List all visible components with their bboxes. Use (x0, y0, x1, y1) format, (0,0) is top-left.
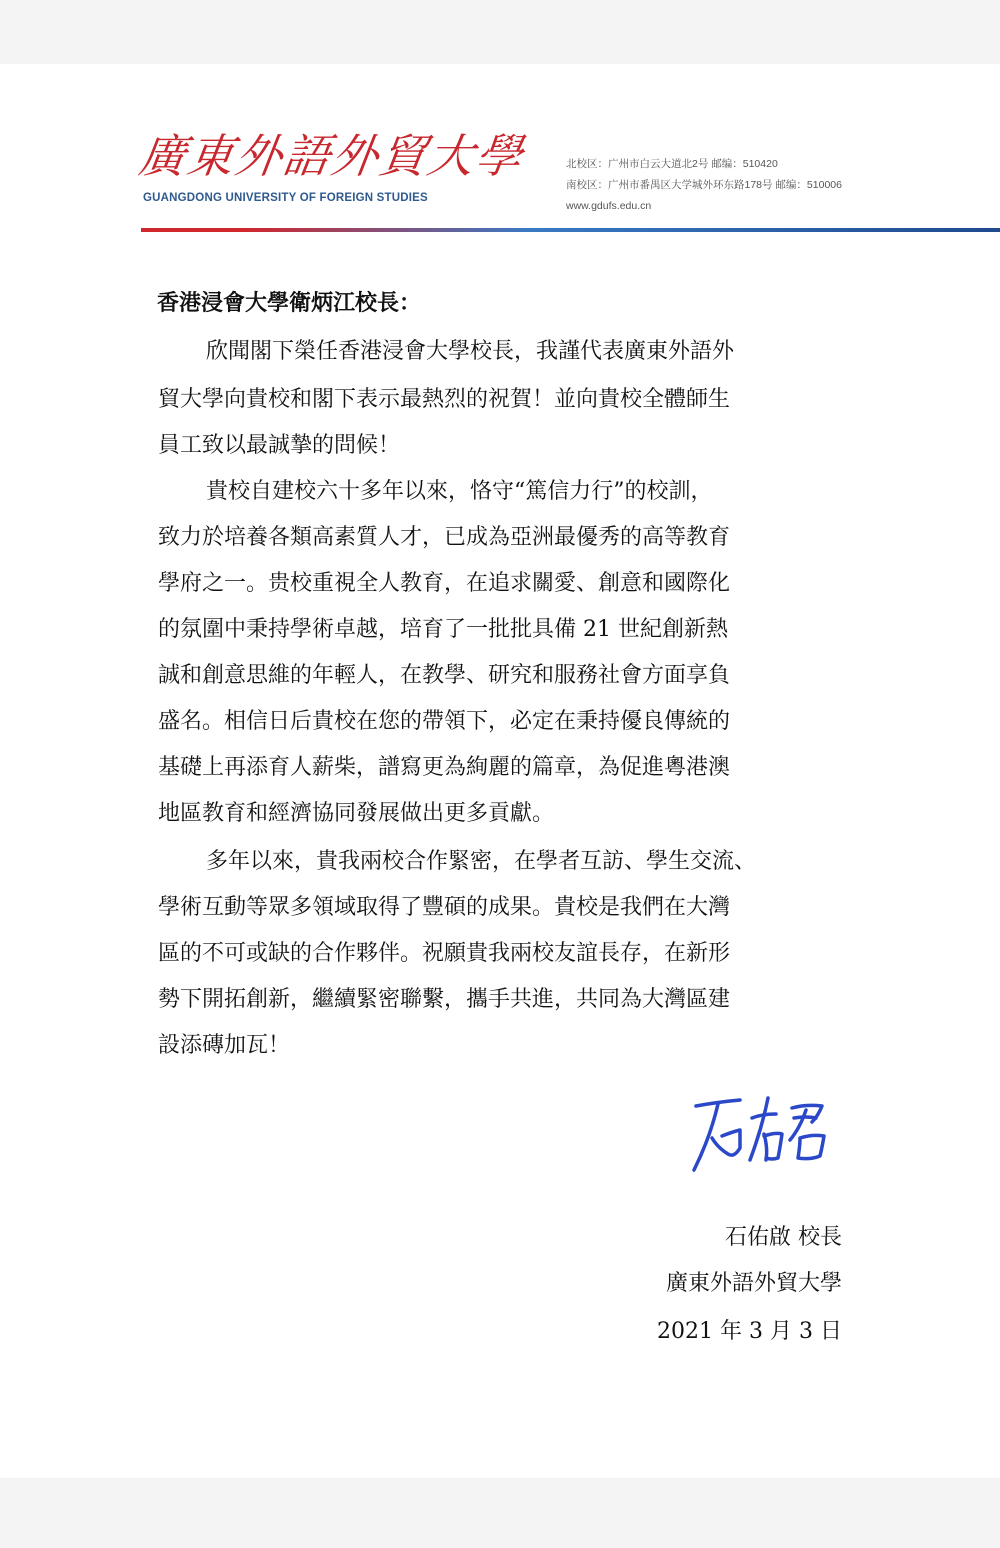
letter-line: 貿大學向貴校和閣下表示最熱烈的祝賀！並向貴校全體師生 (158, 387, 731, 412)
letter-line: 基礎上再添育人薪柴，譜寫更為絢麗的篇章，為促進粵港澳 (158, 755, 731, 780)
letter-line: 設添磚加瓦！ (158, 1033, 291, 1058)
letter-line: 欣聞閣下榮任香港浸會大學校長，我謹代表廣東外語外 (206, 339, 735, 364)
letter-line: 貴校自建校六十多年以來，恪守“篤信力行”的校訓， (206, 479, 713, 504)
university-logo-english: GUANGDONG UNIVERSITY OF FOREIGN STUDIES (143, 192, 428, 204)
letter-line: 多年以來，貴我兩校合作緊密，在學者互訪、學生交流、 (206, 849, 757, 874)
letter-line: 誠和創意思維的年輕人，在教學、研究和服務社會方面享負 (158, 663, 731, 688)
letter-line: 員工致以最誠摯的問候！ (158, 433, 401, 458)
letter-line: 學府之一。贵校重視全人教育，在追求關愛、創意和國際化 (158, 571, 731, 596)
handwritten-signature (688, 1088, 838, 1178)
letterhead-divider (141, 228, 1000, 232)
letter-line: 學術互動等眾多領域取得了豐碩的成果。貴校是我們在大灣 (158, 895, 731, 920)
address-south-campus: 南校区：广州市番禺区大学城外环东路178号 邮编：510006 (566, 179, 842, 191)
letter-line: 地區教育和經濟協同發展做出更多貢獻。 (158, 801, 555, 826)
university-logo-chinese: 廣東外語外貿大學 (135, 129, 528, 183)
website-address: www.gdufs.edu.cn (566, 200, 652, 212)
letter-line: 勢下開拓創新，繼續緊密聯繫，攜手共進，共同為大灣區建 (158, 987, 731, 1012)
letter-line: 致力於培養各類高素質人才，已成為亞洲最優秀的高等教育 (158, 525, 731, 550)
letterhead-address (566, 154, 842, 217)
signatory-name-title: 石佑啟 校長 (725, 1225, 842, 1250)
letter-line: 的氛圍中秉持學術卓越，培育了一批批具備 21 世紀創新熱 (158, 617, 728, 642)
letter-line: 區的不可或缺的合作夥伴。祝願貴我兩校友誼長存，在新形 (158, 941, 731, 966)
letter-date: 2021 年 3 月 3 日 (657, 1319, 842, 1344)
letter-line: 盛名。相信日后貴校在您的帶領下，必定在秉持優良傳統的 (158, 709, 731, 734)
signatory-institution: 廣東外語外貿大學 (665, 1271, 842, 1296)
letter-salutation: 香港浸會大學衛炳江校長： (157, 290, 422, 316)
address-north-campus: 北校区：广州市白云大道北2号 邮编：510420 (566, 158, 778, 170)
